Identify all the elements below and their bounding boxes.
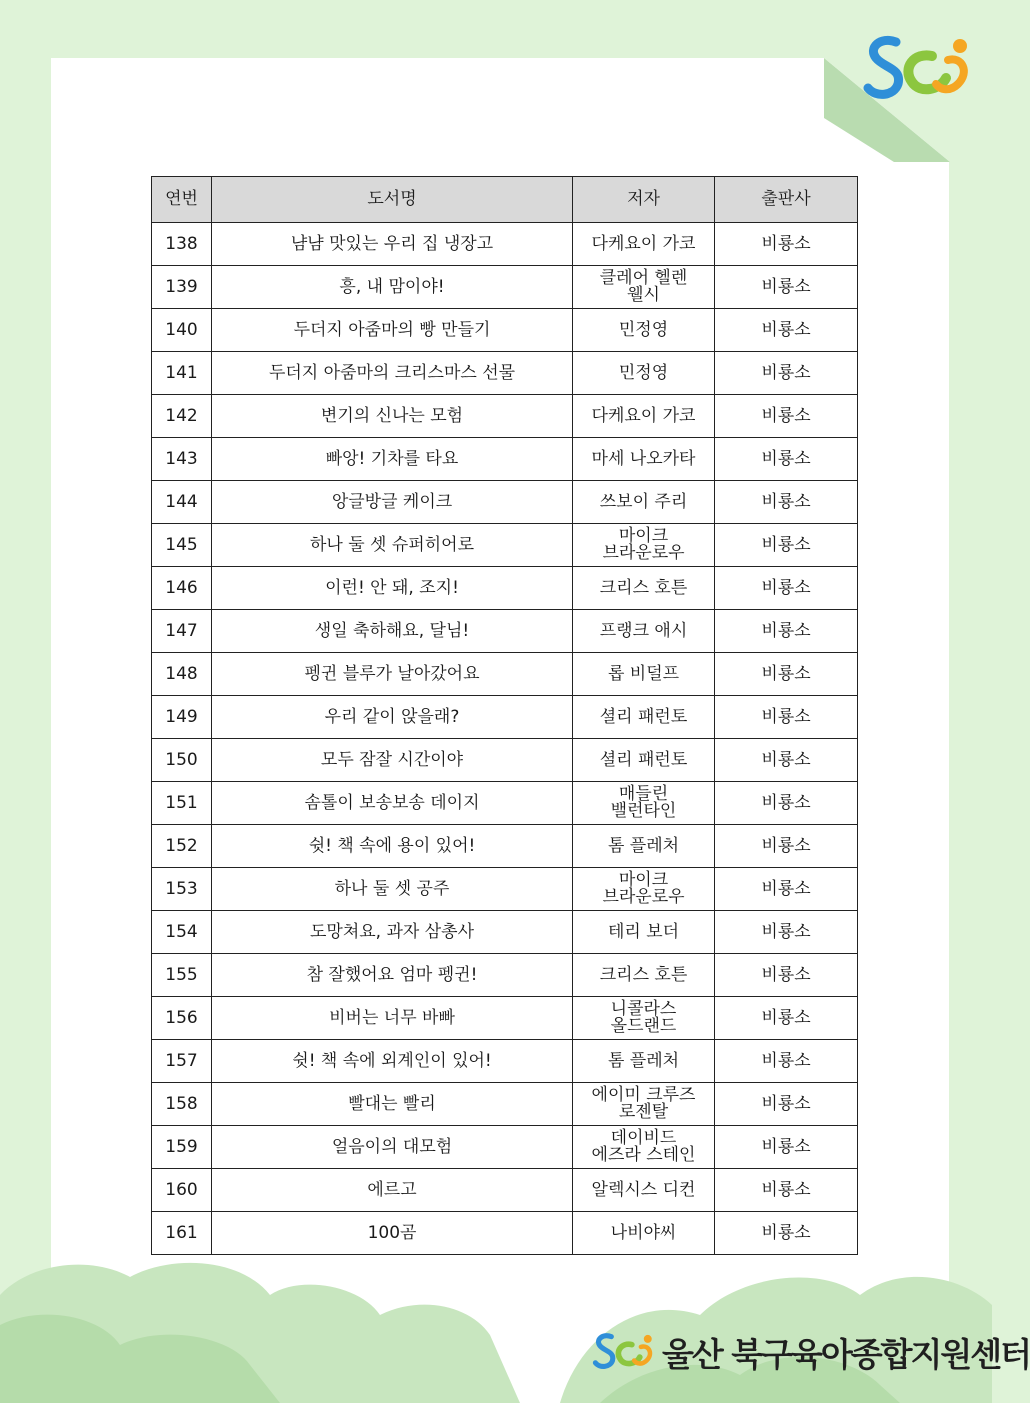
cell-number: 156	[152, 997, 212, 1040]
cell-author: 셜리 패런토	[573, 696, 715, 739]
cell-author: 쓰보이 주리	[573, 481, 715, 524]
cell-publisher: 비룡소	[715, 1212, 858, 1255]
cell-title: 냠냠 맛있는 우리 집 냉장고	[212, 223, 573, 266]
cell-publisher: 비룡소	[715, 1083, 858, 1126]
cell-title: 에르고	[212, 1169, 573, 1212]
cell-title: 흥, 내 맘이야!	[212, 266, 573, 309]
cell-number: 157	[152, 1040, 212, 1083]
footer-org-name: 울산 북구육아종합지원센터	[662, 1334, 1030, 1374]
cell-title: 비버는 너무 바빠	[212, 997, 573, 1040]
cell-publisher: 비룡소	[715, 653, 858, 696]
cell-number: 158	[152, 1083, 212, 1126]
cell-number: 153	[152, 868, 212, 911]
cell-number: 145	[152, 524, 212, 567]
cell-publisher: 비룡소	[715, 954, 858, 997]
cell-publisher: 비룡소	[715, 524, 858, 567]
table-row	[152, 567, 858, 610]
cell-author: 셜리 패런토	[573, 739, 715, 782]
table-row	[152, 954, 858, 997]
cell-author: 클레어 헬렌 웰시	[573, 266, 715, 309]
cell-author: 크리스 호튼	[573, 954, 715, 997]
cell-author: 데이비드 에즈라 스테인	[573, 1126, 715, 1169]
table-row	[152, 997, 858, 1040]
cell-number: 149	[152, 696, 212, 739]
cell-number: 155	[152, 954, 212, 997]
cell-title: 솜톨이 보송보송 데이지	[212, 782, 573, 825]
table-row	[152, 911, 858, 954]
cell-author: 에이미 크루즈 로젠탈	[573, 1083, 715, 1126]
table-row	[152, 653, 858, 696]
table-row	[152, 395, 858, 438]
header-title: 도서명	[212, 177, 573, 223]
cell-publisher: 비룡소	[715, 309, 858, 352]
header-publisher: 출판사	[715, 177, 858, 223]
cell-publisher: 비룡소	[715, 696, 858, 739]
cell-title: 우리 같이 앉을래?	[212, 696, 573, 739]
cell-author: 마세 나오카타	[573, 438, 715, 481]
table-row	[152, 1126, 858, 1169]
cell-publisher: 비룡소	[715, 911, 858, 954]
cell-number: 142	[152, 395, 212, 438]
header-number: 연번	[152, 177, 212, 223]
cell-title: 모두 잠잘 시간이야	[212, 739, 573, 782]
cell-title: 하나 둘 셋 공주	[212, 868, 573, 911]
table-row	[152, 696, 858, 739]
cell-author: 톰 플레처	[573, 825, 715, 868]
cell-number: 152	[152, 825, 212, 868]
cell-number: 139	[152, 266, 212, 309]
table-row	[152, 1212, 858, 1255]
cell-author: 다케요이 가코	[573, 223, 715, 266]
cell-author: 나비야씨	[573, 1212, 715, 1255]
table-header-row	[152, 177, 858, 223]
cell-number: 160	[152, 1169, 212, 1212]
footer-logo-icon	[592, 1324, 658, 1380]
cell-number: 140	[152, 309, 212, 352]
table-row	[152, 352, 858, 395]
cell-author: 프랭크 애시	[573, 610, 715, 653]
cell-title: 빠앙! 기차를 타요	[212, 438, 573, 481]
cell-title: 쉿! 책 속에 외계인이 있어!	[212, 1040, 573, 1083]
table-row	[152, 825, 858, 868]
cell-author: 롭 비덜프	[573, 653, 715, 696]
cell-number: 148	[152, 653, 212, 696]
cell-publisher: 비룡소	[715, 1040, 858, 1083]
cell-title: 쉿! 책 속에 용이 있어!	[212, 825, 573, 868]
cell-title: 생일 축하해요, 달님!	[212, 610, 573, 653]
cell-publisher: 비룡소	[715, 567, 858, 610]
cell-number: 161	[152, 1212, 212, 1255]
cell-title: 얼음이의 대모험	[212, 1126, 573, 1169]
cell-publisher: 비룡소	[715, 825, 858, 868]
cell-publisher: 비룡소	[715, 438, 858, 481]
cell-publisher: 비룡소	[715, 266, 858, 309]
center-logo-icon	[862, 34, 978, 104]
cell-number: 154	[152, 911, 212, 954]
cell-author: 민정영	[573, 352, 715, 395]
table-row	[152, 1040, 858, 1083]
cell-author: 다케요이 가코	[573, 395, 715, 438]
cell-number: 144	[152, 481, 212, 524]
cell-publisher: 비룡소	[715, 1126, 858, 1169]
book-list-table	[151, 176, 858, 1255]
cell-number: 146	[152, 567, 212, 610]
cell-publisher: 비룡소	[715, 395, 858, 438]
cell-title: 도망쳐요, 과자 삼총사	[212, 911, 573, 954]
table-row	[152, 1083, 858, 1126]
table-row	[152, 610, 858, 653]
cell-author: 테리 보더	[573, 911, 715, 954]
cell-publisher: 비룡소	[715, 352, 858, 395]
cell-number: 141	[152, 352, 212, 395]
cell-publisher: 비룡소	[715, 1169, 858, 1212]
cell-title: 이런! 안 돼, 조지!	[212, 567, 573, 610]
cell-author: 톰 플레처	[573, 1040, 715, 1083]
table-row	[152, 223, 858, 266]
cell-publisher: 비룡소	[715, 739, 858, 782]
cell-number: 159	[152, 1126, 212, 1169]
cell-author: 마이크 브라운로우	[573, 868, 715, 911]
cell-author: 니콜라스 올드랜드	[573, 997, 715, 1040]
cell-title: 펭귄 블루가 날아갔어요	[212, 653, 573, 696]
table-row	[152, 739, 858, 782]
table-row	[152, 266, 858, 309]
cell-title: 두더지 아줌마의 빵 만들기	[212, 309, 573, 352]
cell-number: 138	[152, 223, 212, 266]
cell-number: 151	[152, 782, 212, 825]
header-author: 저자	[573, 177, 715, 223]
cell-publisher: 비룡소	[715, 868, 858, 911]
table-row	[152, 868, 858, 911]
table-row	[152, 438, 858, 481]
table-row	[152, 309, 858, 352]
cell-author: 마이크 브라운로우	[573, 524, 715, 567]
cell-number: 147	[152, 610, 212, 653]
cell-author: 알렉시스 디컨	[573, 1169, 715, 1212]
cell-title: 참 잘했어요 엄마 펭귄!	[212, 954, 573, 997]
cell-publisher: 비룡소	[715, 481, 858, 524]
table-row	[152, 1169, 858, 1212]
cell-publisher: 비룡소	[715, 782, 858, 825]
cell-title: 두더지 아줌마의 크리스마스 선물	[212, 352, 573, 395]
cell-publisher: 비룡소	[715, 610, 858, 653]
cell-number: 150	[152, 739, 212, 782]
cell-publisher: 비룡소	[715, 997, 858, 1040]
footer-brand	[592, 1322, 1030, 1382]
cell-title: 빨대는 빨리	[212, 1083, 573, 1126]
cell-title: 하나 둘 셋 슈퍼히어로	[212, 524, 573, 567]
table-row	[152, 481, 858, 524]
cell-author: 민정영	[573, 309, 715, 352]
cell-title: 앙글방글 케이크	[212, 481, 573, 524]
cell-author: 매들린 밸런타인	[573, 782, 715, 825]
table-row	[152, 782, 858, 825]
cell-number: 143	[152, 438, 212, 481]
table-row	[152, 524, 858, 567]
cell-publisher: 비룡소	[715, 223, 858, 266]
cell-title: 100곰	[212, 1212, 573, 1255]
cell-author: 크리스 호튼	[573, 567, 715, 610]
cell-title: 변기의 신나는 모험	[212, 395, 573, 438]
